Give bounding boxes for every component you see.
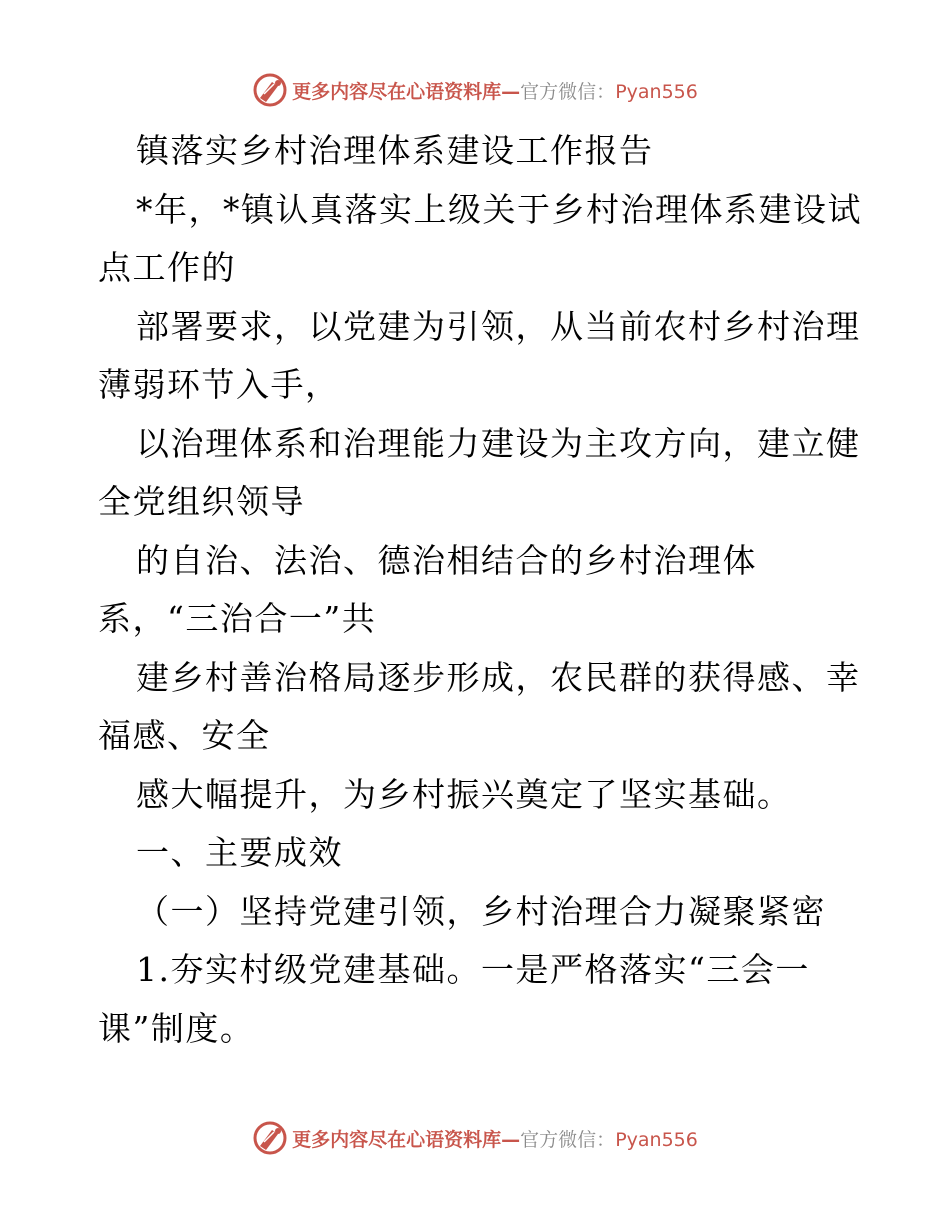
brand-logo-icon — [252, 1120, 288, 1156]
watermark-text — [292, 77, 698, 104]
watermark-main: 更多内容尽在心语资料库 — [292, 80, 502, 103]
text-line: 福感、安全 — [98, 716, 271, 755]
watermark-footer — [0, 1118, 950, 1158]
text-line: （一）坚持党建引领，乡村治理合力凝聚紧密 — [136, 891, 826, 931]
text-line: 薄弱环节入手， — [98, 365, 340, 404]
text-line: 镇落实乡村治理体系建设工作报告 — [136, 131, 654, 170]
text-line: 点工作的 — [98, 248, 236, 287]
text-line: 建乡村善治格局逐步形成，农民群的获得感、幸 — [136, 657, 861, 697]
text-line: 1.夯实村级党建基础。一是严格落实“三会一 — [136, 950, 810, 989]
brand-logo-icon — [252, 72, 288, 108]
text-line: 以治理体系和治理能力建设为主攻方向，建立健 — [136, 423, 861, 463]
text-line: 系，“三治合一”共 — [98, 599, 377, 638]
text-line: 的自治、法治、德治相结合的乡村治理体 — [136, 540, 757, 580]
text-line: 一、主要成效 — [136, 833, 343, 872]
watermark-wechat-id: Pyan556 — [615, 80, 698, 103]
watermark-label: 官方微信： — [520, 1128, 616, 1151]
watermark-label: 官方微信： — [520, 80, 616, 103]
watermark-main: 更多内容尽在心语资料库 — [292, 1128, 502, 1151]
watermark-text — [292, 1125, 698, 1152]
text-line: 课”制度。 — [98, 1008, 255, 1048]
text-line: 感大幅提升，为乡村振兴奠定了坚实基础。 — [136, 774, 792, 814]
watermark-dash: — — [501, 80, 521, 103]
watermark-dash: — — [501, 1128, 521, 1151]
text-line: 部署要求，以党建为引领，从当前农村乡村治理 — [136, 306, 861, 346]
text-line: *年，*镇认真落实上级关于乡村治理体系建设试 — [136, 189, 862, 229]
watermark-header — [0, 70, 950, 110]
watermark-wechat-id: Pyan556 — [615, 1128, 698, 1151]
text-line: 全党组织领导 — [98, 482, 305, 521]
document-body — [98, 122, 862, 1058]
